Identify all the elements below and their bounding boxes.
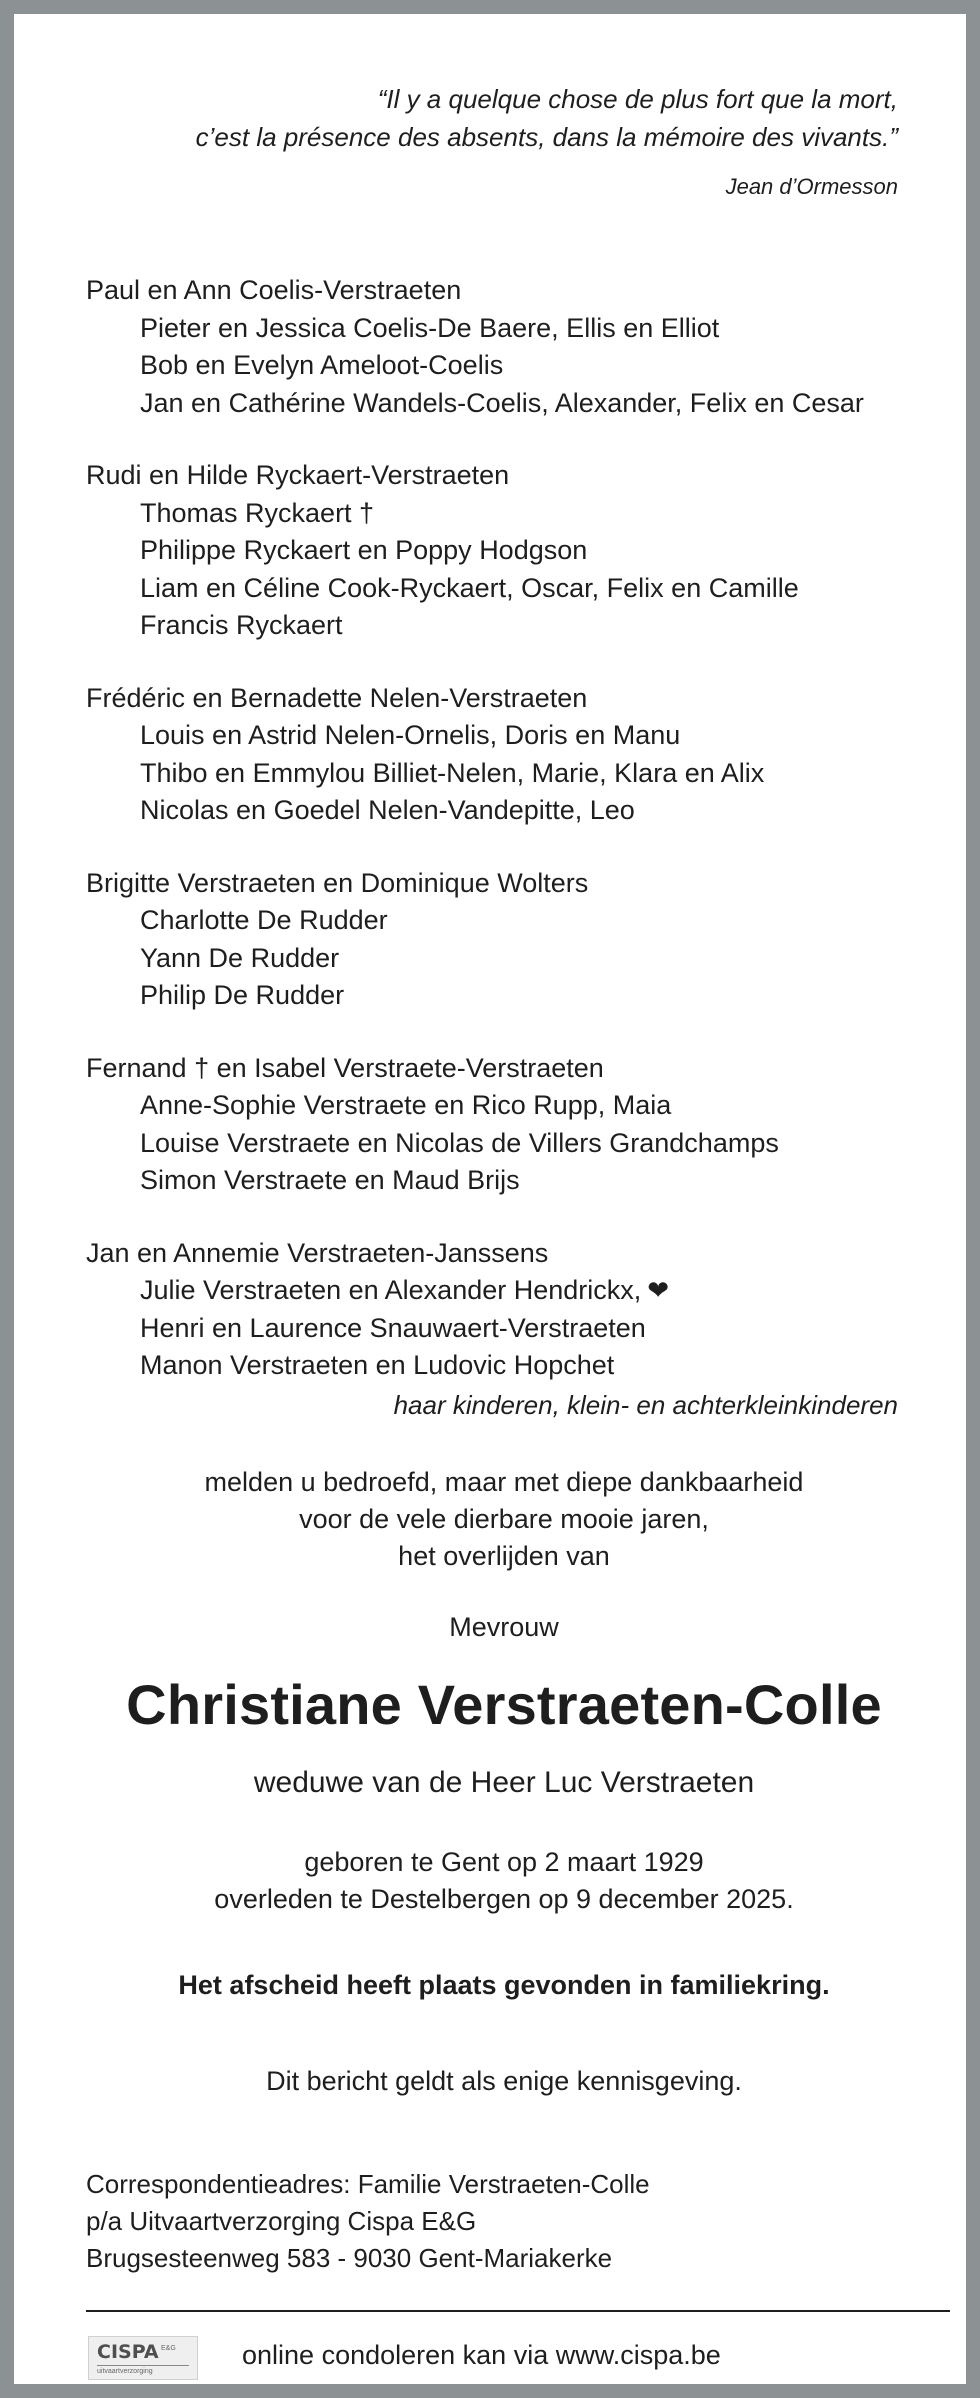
- notice-statement: Dit bericht geldt als enige kennisgeving.: [266, 2066, 742, 2096]
- logo-suffix: E&G: [161, 2345, 176, 2352]
- quote: [98, 80, 898, 156]
- family-member: Julie Verstraeten en Alexander Hendrickx,: [140, 1275, 642, 1305]
- logo-tagline: uitvaartverzorging: [97, 2368, 153, 2375]
- family-head: Paul en Ann Coelis-Verstraeten: [86, 275, 462, 305]
- family-member: Anne-Sophie Verstraete en Rico Rupp, Maia: [140, 1090, 672, 1120]
- family-member: Thomas Ryckaert †: [140, 497, 375, 528]
- family-member: Charlotte De Rudder: [140, 905, 388, 935]
- address-line-1: Correspondentieadres: Familie Verstraeten-Colle: [86, 2169, 650, 2199]
- logo-name: CISPA: [97, 2341, 159, 2363]
- death-line: overleden te Destelbergen op 9 december 2025.: [214, 1884, 794, 1914]
- family-head: Brigitte Verstraeten en Dominique Wolters: [86, 867, 589, 898]
- family-member: Manon Verstraeten en Ludovic Hopchet: [140, 1350, 615, 1380]
- family-group: [86, 272, 946, 422]
- family-member: Philippe Ryckaert en Poppy Hodgson: [140, 535, 588, 565]
- family-member: Yann De Rudder: [140, 942, 340, 973]
- family-head: Fernand † en Isabel Verstraete-Verstraeten: [86, 1052, 604, 1083]
- cispa-logo: [88, 2336, 198, 2380]
- family-member-with-heart: [86, 1272, 946, 1310]
- family-member: Liam en Céline Cook-Ryckaert, Oscar, Felix en Camille: [140, 572, 799, 603]
- family-signoff: haar kinderen, klein- en achterkleinkinderen: [393, 1390, 898, 1420]
- family-head: Rudi en Hilde Ryckaert-Verstraeten: [86, 460, 510, 490]
- correspondence-address: [86, 2166, 650, 2277]
- family-member: Francis Ryckaert: [140, 610, 343, 640]
- family-group: [86, 1235, 946, 1385]
- family-member: Simon Verstraete en Maud Brijs: [140, 1165, 520, 1195]
- announcement-line-1: melden u bedroefd, maar met diepe dankbaarheid: [204, 1467, 804, 1497]
- announcement-line-3: het overlijden van: [398, 1541, 610, 1571]
- announcement: [14, 1464, 980, 1575]
- family-head: Jan en Annemie Verstraeten-Janssens: [86, 1237, 549, 1268]
- announcement-line-2: voor de vele dierbare mooie jaren,: [299, 1504, 709, 1534]
- logo-rule: [97, 2365, 189, 2366]
- quote-line-1: “Il y a quelque chose de plus fort que la mort,: [377, 84, 898, 114]
- family-member: Thibo en Emmylou Billiet-Nelen, Marie, Klara en Alix: [140, 757, 765, 788]
- footer-divider: [86, 2310, 950, 2312]
- family-group: [86, 457, 946, 645]
- widow-of: weduwe van de Heer Luc Verstraeten: [253, 1766, 755, 1799]
- life-dates: [14, 1844, 980, 1918]
- family-member: Jan en Cathérine Wandels-Coelis, Alexander, Felix en Cesar: [140, 387, 864, 418]
- family-member: Philip De Rudder: [140, 980, 345, 1010]
- address-line-2: p/a Uitvaartverzorging Cispa E&G: [86, 2206, 477, 2236]
- family-member: Louis en Astrid Nelen-Ornelis, Doris en Manu: [140, 720, 681, 750]
- family-group: [86, 865, 946, 1015]
- online-condolences-text: online condoleren kan via www.cispa.be: [242, 2340, 721, 2370]
- quote-author: Jean d’Ormesson: [725, 174, 898, 199]
- family-member: Bob en Evelyn Ameloot-Coelis: [140, 350, 504, 380]
- family-head: Frédéric en Bernadette Nelen-Verstraeten: [86, 682, 588, 713]
- deceased-name: Christiane Verstraeten-Colle: [126, 1673, 882, 1736]
- family-member: Nicolas en Goedel Nelen-Vandepitte, Leo: [140, 795, 635, 825]
- farewell-statement: Het afscheid heeft plaats gevonden in familiekring.: [178, 1970, 830, 2000]
- family-member: Henri en Laurence Snauwaert-Verstraeten: [140, 1312, 646, 1343]
- heart-icon: ❤: [647, 1275, 670, 1305]
- title-prefix: Mevrouw: [449, 1612, 559, 1642]
- family-group: [86, 680, 946, 830]
- family-list: [86, 272, 946, 1420]
- birth-line: geboren te Gent op 2 maart 1929: [304, 1847, 704, 1877]
- family-group: [86, 1050, 946, 1200]
- quote-line-2: c’est la présence des absents, dans la mémoire des vivants.”: [195, 122, 898, 152]
- family-member: Pieter en Jessica Coelis-De Baere, Ellis en Elliot: [140, 312, 720, 343]
- address-line-3: Brugsesteenweg 583 - 9030 Gent-Mariakerke: [86, 2243, 613, 2273]
- family-member: Louise Verstraete en Nicolas de Villers Grandchamps: [140, 1127, 779, 1158]
